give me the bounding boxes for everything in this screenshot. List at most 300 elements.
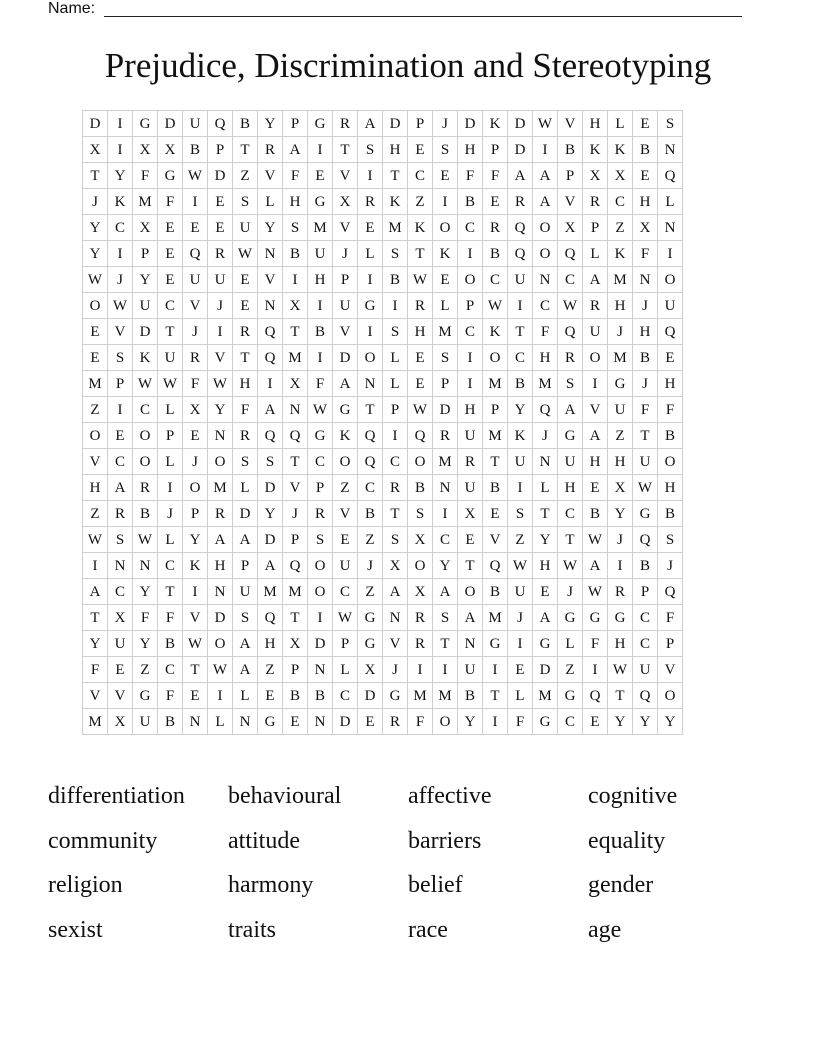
grid-letter: D bbox=[358, 683, 383, 709]
grid-letter: Z bbox=[358, 579, 383, 605]
grid-letter: X bbox=[383, 553, 408, 579]
grid-letter: R bbox=[358, 189, 383, 215]
grid-letter: P bbox=[483, 397, 508, 423]
grid-letter: H bbox=[558, 475, 583, 501]
grid-letter: H bbox=[458, 397, 483, 423]
grid-letter: C bbox=[383, 449, 408, 475]
grid-letter: Q bbox=[558, 319, 583, 345]
grid-letter: S bbox=[558, 371, 583, 397]
grid-letter: F bbox=[508, 709, 533, 735]
grid-letter: T bbox=[608, 683, 633, 709]
grid-letter: D bbox=[233, 501, 258, 527]
grid-letter: V bbox=[83, 683, 108, 709]
grid-letter: N bbox=[383, 605, 408, 631]
grid-letter: W bbox=[583, 579, 608, 605]
grid-letter: S bbox=[108, 527, 133, 553]
word-bank-item: traits bbox=[228, 916, 276, 943]
grid-letter: H bbox=[233, 371, 258, 397]
grid-letter: D bbox=[83, 111, 108, 137]
grid-letter: S bbox=[408, 501, 433, 527]
grid-letter: R bbox=[208, 501, 233, 527]
grid-letter: M bbox=[433, 683, 458, 709]
word-bank-item: belief bbox=[408, 872, 463, 898]
grid-letter: E bbox=[533, 579, 558, 605]
grid-letter: T bbox=[158, 579, 183, 605]
grid-letter: V bbox=[333, 319, 358, 345]
grid-letter: R bbox=[433, 423, 458, 449]
grid-letter: R bbox=[233, 423, 258, 449]
grid-letter: U bbox=[458, 657, 483, 683]
grid-letter: P bbox=[658, 631, 683, 657]
grid-letter: X bbox=[283, 631, 308, 657]
grid-letter: N bbox=[308, 657, 333, 683]
grid-letter: Q bbox=[633, 527, 658, 553]
grid-letter: M bbox=[608, 267, 633, 293]
grid-letter: F bbox=[233, 397, 258, 423]
grid-row bbox=[83, 631, 683, 657]
grid-letter: Y bbox=[658, 709, 683, 735]
grid-letter: W bbox=[158, 371, 183, 397]
grid-letter: X bbox=[608, 163, 633, 189]
grid-letter: Y bbox=[258, 215, 283, 241]
grid-letter: O bbox=[658, 683, 683, 709]
grid-letter: M bbox=[283, 345, 308, 371]
grid-letter: Z bbox=[333, 475, 358, 501]
grid-letter: V bbox=[558, 189, 583, 215]
grid-letter: V bbox=[108, 683, 133, 709]
grid-letter: A bbox=[583, 423, 608, 449]
grid-letter: J bbox=[608, 527, 633, 553]
grid-letter: C bbox=[483, 267, 508, 293]
grid-letter: O bbox=[308, 553, 333, 579]
word-bank bbox=[48, 776, 768, 954]
grid-letter: R bbox=[333, 111, 358, 137]
grid-letter: B bbox=[358, 501, 383, 527]
grid-letter: V bbox=[333, 215, 358, 241]
grid-letter: Y bbox=[83, 241, 108, 267]
grid-letter: Y bbox=[83, 631, 108, 657]
grid-letter: A bbox=[458, 605, 483, 631]
grid-letter: Q bbox=[408, 423, 433, 449]
grid-letter: I bbox=[458, 371, 483, 397]
page-title: Prejudice, Discrimination and Stereotyping bbox=[104, 46, 712, 85]
grid-letter: N bbox=[458, 631, 483, 657]
grid-letter: W bbox=[83, 527, 108, 553]
grid-letter: M bbox=[258, 579, 283, 605]
grid-letter: O bbox=[458, 267, 483, 293]
grid-letter: B bbox=[383, 267, 408, 293]
grid-letter: I bbox=[283, 267, 308, 293]
grid-letter: J bbox=[183, 449, 208, 475]
grid-letter: C bbox=[358, 475, 383, 501]
grid-letter: I bbox=[433, 657, 458, 683]
grid-letter: U bbox=[508, 449, 533, 475]
grid-letter: V bbox=[658, 657, 683, 683]
grid-letter: G bbox=[133, 683, 158, 709]
grid-row bbox=[83, 319, 683, 345]
grid-letter: M bbox=[608, 345, 633, 371]
word-bank-item: gender bbox=[588, 872, 654, 898]
grid-letter: I bbox=[358, 163, 383, 189]
grid-letter: Y bbox=[133, 579, 158, 605]
grid-letter: M bbox=[133, 189, 158, 215]
grid-letter: N bbox=[358, 371, 383, 397]
grid-letter: A bbox=[583, 267, 608, 293]
grid-letter: E bbox=[308, 163, 333, 189]
grid-letter: T bbox=[283, 319, 308, 345]
grid-letter: I bbox=[83, 553, 108, 579]
grid-letter: R bbox=[108, 501, 133, 527]
grid-letter: R bbox=[133, 475, 158, 501]
grid-letter: C bbox=[108, 449, 133, 475]
grid-letter: E bbox=[208, 215, 233, 241]
grid-letter: S bbox=[658, 527, 683, 553]
grid-letter: V bbox=[258, 163, 283, 189]
grid-letter: T bbox=[283, 449, 308, 475]
grid-letter: K bbox=[608, 241, 633, 267]
grid-letter: R bbox=[483, 215, 508, 241]
grid-letter: S bbox=[308, 527, 333, 553]
grid-letter: J bbox=[558, 579, 583, 605]
grid-letter: J bbox=[658, 553, 683, 579]
grid-letter: O bbox=[408, 449, 433, 475]
grid-letter: B bbox=[583, 501, 608, 527]
grid-letter: B bbox=[308, 319, 333, 345]
grid-letter: V bbox=[208, 345, 233, 371]
grid-letter: Z bbox=[558, 657, 583, 683]
grid-letter: Q bbox=[508, 241, 533, 267]
grid-letter: E bbox=[633, 111, 658, 137]
grid-letter: I bbox=[483, 657, 508, 683]
grid-letter: T bbox=[358, 397, 383, 423]
grid-letter: E bbox=[583, 475, 608, 501]
grid-letter: A bbox=[533, 163, 558, 189]
grid-letter: Y bbox=[108, 163, 133, 189]
grid-letter: D bbox=[333, 345, 358, 371]
grid-letter: O bbox=[133, 449, 158, 475]
grid-letter: K bbox=[583, 137, 608, 163]
grid-letter: V bbox=[108, 319, 133, 345]
grid-letter: V bbox=[333, 163, 358, 189]
grid-letter: A bbox=[83, 579, 108, 605]
grid-letter: K bbox=[483, 111, 508, 137]
word-bank-item: barriers bbox=[408, 827, 482, 854]
grid-letter: N bbox=[258, 241, 283, 267]
grid-letter: S bbox=[358, 137, 383, 163]
grid-letter: F bbox=[83, 657, 108, 683]
grid-letter: B bbox=[158, 631, 183, 657]
grid-letter: O bbox=[583, 345, 608, 371]
grid-letter: E bbox=[358, 215, 383, 241]
grid-letter: H bbox=[583, 449, 608, 475]
grid-letter: Z bbox=[608, 215, 633, 241]
grid-letter: E bbox=[208, 189, 233, 215]
grid-letter: K bbox=[383, 189, 408, 215]
grid-letter: E bbox=[458, 527, 483, 553]
grid-letter: C bbox=[158, 293, 183, 319]
grid-letter: X bbox=[133, 137, 158, 163]
grid-letter: D bbox=[133, 319, 158, 345]
grid-letter: W bbox=[508, 553, 533, 579]
grid-letter: F bbox=[158, 189, 183, 215]
grid-letter: Q bbox=[258, 319, 283, 345]
grid-letter: T bbox=[483, 683, 508, 709]
grid-letter: R bbox=[408, 605, 433, 631]
grid-letter: A bbox=[233, 527, 258, 553]
grid-letter: D bbox=[433, 397, 458, 423]
grid-row bbox=[83, 475, 683, 501]
grid-letter: T bbox=[383, 163, 408, 189]
grid-letter: J bbox=[608, 319, 633, 345]
grid-letter: W bbox=[558, 293, 583, 319]
grid-letter: A bbox=[208, 527, 233, 553]
grid-letter: J bbox=[158, 501, 183, 527]
grid-letter: G bbox=[608, 605, 633, 631]
grid-letter: R bbox=[233, 319, 258, 345]
grid-letter: X bbox=[608, 475, 633, 501]
grid-letter: H bbox=[608, 631, 633, 657]
grid-letter: E bbox=[158, 241, 183, 267]
grid-letter: R bbox=[583, 189, 608, 215]
grid-letter: R bbox=[183, 345, 208, 371]
word-bank-item: behavioural bbox=[228, 783, 342, 809]
grid-letter: E bbox=[583, 709, 608, 735]
word-bank-item: community bbox=[48, 827, 158, 854]
grid-letter: I bbox=[583, 371, 608, 397]
grid-letter: Z bbox=[258, 657, 283, 683]
grid-letter: H bbox=[533, 553, 558, 579]
grid-letter: T bbox=[433, 631, 458, 657]
grid-letter: W bbox=[133, 527, 158, 553]
grid-letter: K bbox=[483, 319, 508, 345]
grid-letter: Q bbox=[633, 683, 658, 709]
grid-letter: M bbox=[533, 683, 558, 709]
grid-letter: X bbox=[633, 215, 658, 241]
grid-letter: N bbox=[433, 475, 458, 501]
grid-letter: X bbox=[133, 215, 158, 241]
grid-letter: Q bbox=[483, 553, 508, 579]
grid-letter: J bbox=[108, 267, 133, 293]
grid-letter: F bbox=[658, 397, 683, 423]
grid-letter: R bbox=[408, 631, 433, 657]
grid-letter: K bbox=[183, 553, 208, 579]
word-bank-item: equality bbox=[588, 827, 666, 854]
grid-letter: O bbox=[458, 579, 483, 605]
grid-row bbox=[83, 371, 683, 397]
grid-letter: C bbox=[158, 657, 183, 683]
grid-letter: F bbox=[158, 605, 183, 631]
grid-letter: Q bbox=[258, 423, 283, 449]
grid-letter: I bbox=[258, 371, 283, 397]
grid-letter: G bbox=[558, 683, 583, 709]
grid-letter: U bbox=[633, 449, 658, 475]
grid-letter: S bbox=[108, 345, 133, 371]
grid-letter: J bbox=[208, 293, 233, 319]
name-field bbox=[48, 0, 742, 18]
grid-letter: Y bbox=[608, 709, 633, 735]
grid-letter: F bbox=[408, 709, 433, 735]
grid-letter: M bbox=[83, 371, 108, 397]
grid-letter: X bbox=[558, 215, 583, 241]
grid-letter: I bbox=[308, 345, 333, 371]
grid-letter: Z bbox=[358, 527, 383, 553]
grid-letter: O bbox=[533, 215, 558, 241]
grid-row bbox=[83, 397, 683, 423]
grid-letter: X bbox=[283, 293, 308, 319]
grid-letter: E bbox=[483, 501, 508, 527]
grid-letter: P bbox=[583, 215, 608, 241]
grid-row bbox=[83, 163, 683, 189]
grid-letter: Z bbox=[608, 423, 633, 449]
grid-letter: D bbox=[533, 657, 558, 683]
grid-letter: S bbox=[433, 137, 458, 163]
word-bank-item: sexist bbox=[48, 916, 103, 943]
grid-letter: Y bbox=[508, 397, 533, 423]
grid-row bbox=[83, 657, 683, 683]
grid-letter: M bbox=[483, 371, 508, 397]
grid-letter: X bbox=[408, 527, 433, 553]
grid-letter: U bbox=[458, 475, 483, 501]
grid-letter: R bbox=[558, 345, 583, 371]
grid-letter: P bbox=[633, 579, 658, 605]
grid-letter: W bbox=[408, 397, 433, 423]
grid-letter: B bbox=[633, 137, 658, 163]
grid-letter: S bbox=[258, 449, 283, 475]
grid-letter: G bbox=[358, 605, 383, 631]
grid-letter: L bbox=[583, 241, 608, 267]
grid-letter: F bbox=[458, 163, 483, 189]
grid-letter: C bbox=[633, 605, 658, 631]
grid-letter: C bbox=[633, 631, 658, 657]
grid-letter: B bbox=[283, 241, 308, 267]
grid-letter: G bbox=[533, 709, 558, 735]
grid-letter: I bbox=[108, 111, 133, 137]
grid-letter: O bbox=[658, 267, 683, 293]
grid-letter: O bbox=[433, 709, 458, 735]
grid-letter: H bbox=[658, 475, 683, 501]
grid-letter: W bbox=[533, 111, 558, 137]
grid-letter: K bbox=[433, 241, 458, 267]
grid-letter: F bbox=[308, 371, 333, 397]
grid-letter: G bbox=[558, 423, 583, 449]
grid-letter: F bbox=[583, 631, 608, 657]
grid-letter: I bbox=[458, 241, 483, 267]
grid-letter: I bbox=[183, 189, 208, 215]
grid-letter: Q bbox=[558, 241, 583, 267]
grid-letter: C bbox=[558, 501, 583, 527]
grid-letter: T bbox=[183, 657, 208, 683]
grid-letter: I bbox=[658, 241, 683, 267]
grid-letter: X bbox=[108, 709, 133, 735]
grid-letter: B bbox=[508, 371, 533, 397]
grid-letter: F bbox=[533, 319, 558, 345]
grid-letter: Q bbox=[258, 605, 283, 631]
grid-letter: V bbox=[383, 631, 408, 657]
grid-letter: Y bbox=[433, 553, 458, 579]
grid-letter: P bbox=[308, 475, 333, 501]
grid-letter: H bbox=[608, 449, 633, 475]
grid-letter: H bbox=[458, 137, 483, 163]
grid-letter: U bbox=[508, 267, 533, 293]
name-label: Name: bbox=[48, 0, 96, 17]
grid-letter: M bbox=[308, 215, 333, 241]
grid-letter: M bbox=[483, 423, 508, 449]
grid-letter: A bbox=[533, 189, 558, 215]
grid-letter: H bbox=[283, 189, 308, 215]
grid-letter: W bbox=[133, 371, 158, 397]
grid-letter: Y bbox=[608, 501, 633, 527]
grid-letter: H bbox=[308, 267, 333, 293]
word-bank-item: race bbox=[408, 916, 448, 943]
grid-letter: O bbox=[83, 423, 108, 449]
grid-letter: C bbox=[333, 579, 358, 605]
grid-letter: R bbox=[458, 449, 483, 475]
grid-letter: F bbox=[158, 683, 183, 709]
grid-letter: W bbox=[633, 475, 658, 501]
grid-letter: N bbox=[183, 709, 208, 735]
grid-letter: V bbox=[483, 527, 508, 553]
grid-letter: C bbox=[133, 397, 158, 423]
grid-letter: B bbox=[658, 501, 683, 527]
grid-letter: P bbox=[233, 553, 258, 579]
grid-letter: M bbox=[83, 709, 108, 735]
grid-letter: U bbox=[208, 267, 233, 293]
grid-letter: E bbox=[508, 657, 533, 683]
grid-letter: O bbox=[358, 345, 383, 371]
grid-letter: X bbox=[283, 371, 308, 397]
grid-letter: B bbox=[633, 345, 658, 371]
grid-letter: N bbox=[533, 267, 558, 293]
grid-letter: X bbox=[358, 657, 383, 683]
grid-letter: S bbox=[383, 527, 408, 553]
grid-letter: X bbox=[108, 605, 133, 631]
grid-letter: L bbox=[233, 475, 258, 501]
grid-letter: F bbox=[133, 605, 158, 631]
grid-letter: R bbox=[383, 709, 408, 735]
grid-letter: E bbox=[483, 189, 508, 215]
grid-letter: B bbox=[658, 423, 683, 449]
grid-letter: V bbox=[83, 449, 108, 475]
grid-letter: G bbox=[133, 111, 158, 137]
grid-row bbox=[83, 501, 683, 527]
grid-letter: N bbox=[633, 267, 658, 293]
grid-letter: H bbox=[658, 371, 683, 397]
grid-letter: A bbox=[283, 137, 308, 163]
grid-letter: G bbox=[158, 163, 183, 189]
grid-letter: I bbox=[458, 345, 483, 371]
grid-letter: E bbox=[108, 423, 133, 449]
grid-letter: J bbox=[533, 423, 558, 449]
grid-letter: K bbox=[333, 423, 358, 449]
grid-letter: Z bbox=[508, 527, 533, 553]
grid-letter: D bbox=[258, 527, 283, 553]
grid-letter: V bbox=[183, 293, 208, 319]
grid-letter: Y bbox=[133, 267, 158, 293]
grid-letter: D bbox=[383, 111, 408, 137]
grid-letter: H bbox=[258, 631, 283, 657]
grid-letter: T bbox=[558, 527, 583, 553]
grid-row bbox=[83, 605, 683, 631]
grid-letter: W bbox=[558, 553, 583, 579]
grid-letter: E bbox=[158, 215, 183, 241]
grid-letter: M bbox=[208, 475, 233, 501]
grid-letter: Q bbox=[258, 345, 283, 371]
grid-letter: L bbox=[258, 189, 283, 215]
grid-letter: L bbox=[358, 241, 383, 267]
grid-letter: K bbox=[608, 137, 633, 163]
grid-letter: T bbox=[283, 605, 308, 631]
grid-letter: P bbox=[183, 501, 208, 527]
